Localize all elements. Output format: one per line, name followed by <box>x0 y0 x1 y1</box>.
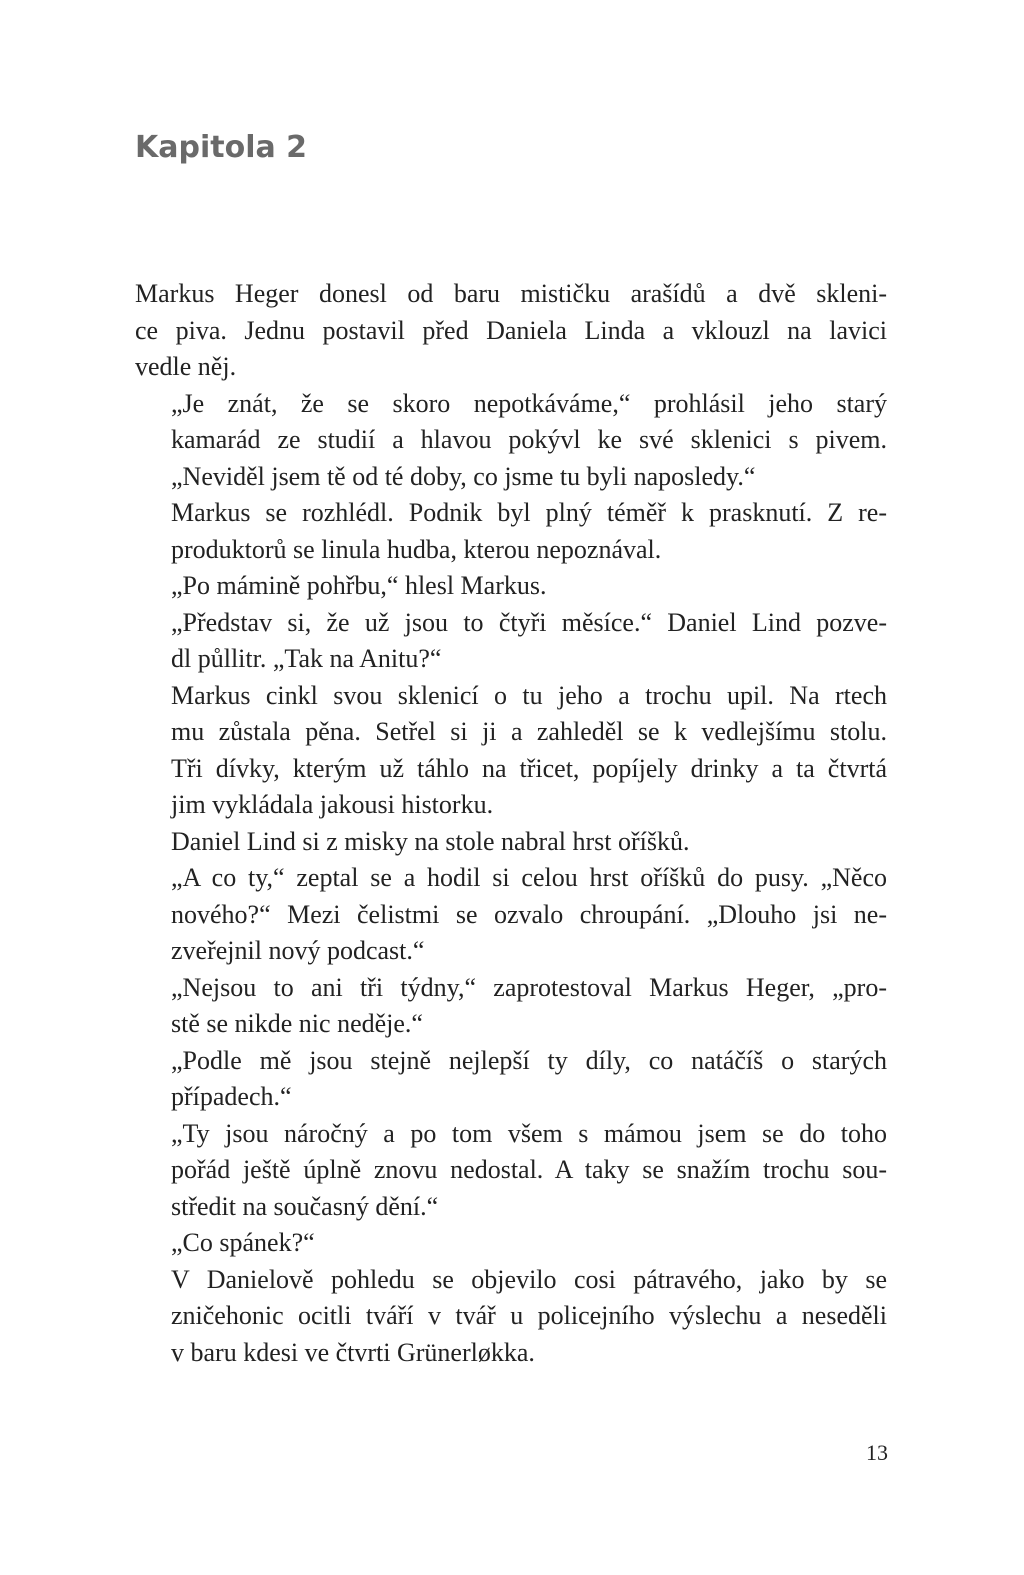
text-line: Markus Heger donesl od baru mističku arašídů a dvě skleni- <box>135 279 887 308</box>
text-line: Markus se rozhlédl. Podnik byl plný téměř k prasknutí. Z re- <box>171 498 887 527</box>
text-line: „Je znát, že se skoro nepotkáváme,“ prohlásil jeho starý <box>171 388 887 418</box>
text-line: stě se nikde nic neděje.“ <box>171 1009 423 1038</box>
text-line: pořád ještě úplně znovu nedostal. A taky se snažím trochu sou- <box>171 1155 887 1184</box>
paragraph <box>135 824 887 861</box>
text-line: jim vykládala jakousi historku. <box>171 790 494 819</box>
text-line: mu zůstala pěna. Setřel si ji a zahleděl se k vedlejšímu stolu. <box>171 717 887 746</box>
paragraph <box>135 568 887 605</box>
paragraph <box>135 1225 887 1262</box>
text-line: „Podle mě jsou stejně nejlepší ty díly, co natáčíš o starých <box>171 1045 887 1075</box>
text-line: „Nejsou to ani tři týdny,“ zaprotestoval Markus Heger, „pro- <box>171 972 887 1002</box>
text-line: V Danielově pohledu se objevilo cosi pátravého, jako by se <box>171 1264 887 1294</box>
text-line: zveřejnil nový podcast.“ <box>171 936 425 965</box>
text-line: „Co spánek?“ <box>171 1228 315 1257</box>
paragraph <box>135 678 887 824</box>
paragraph <box>135 1043 887 1116</box>
text-line: případech.“ <box>171 1082 292 1111</box>
text-line: Daniel Lind si z misky na stole nabral hrst oříšků. <box>171 826 690 856</box>
text-line: Markus cinkl svou sklenicí o tu jeho a trochu upil. Na rtech <box>171 680 887 710</box>
paragraph <box>135 860 887 970</box>
text-line: Tři dívky, kterým už táhlo na třicet, popíjely drinky a ta čtvrtá <box>171 753 887 783</box>
paragraph <box>135 605 887 678</box>
paragraph <box>135 970 887 1043</box>
paragraph <box>135 1262 887 1372</box>
page-number: 13 <box>866 1440 888 1465</box>
text-line: „Ty jsou náročný a po tom všem s mámou jsem se do toho <box>171 1118 887 1148</box>
text-line: vedle něj. <box>135 352 237 381</box>
text-line: kamarád ze studií a hlavou pokývl ke své sklenici s pivem. <box>171 425 887 454</box>
text-line: ce piva. Jednu postavil před Daniela Linda a vklouzl na lavici <box>135 315 887 345</box>
text-line: nového?“ Mezi čelistmi se ozvalo chroupání. „Dlouho jsi ne- <box>171 899 887 929</box>
paragraph <box>135 276 887 386</box>
text-line: produktorů se linula hudba, kterou nepoznával. <box>171 534 662 564</box>
paragraph <box>135 1116 887 1226</box>
text-line: dl půllitr. „Tak na Anitu?“ <box>171 644 442 673</box>
text-line: středit na současný dění.“ <box>171 1191 439 1221</box>
chapter-title: Kapitola 2 <box>135 130 308 165</box>
paragraph <box>135 495 887 568</box>
body-text <box>135 276 887 1371</box>
text-line: zničehonic ocitli tváří v tvář u policejního výslechu a neseděli <box>171 1301 887 1330</box>
text-line: „Neviděl jsem tě od té doby, co jsme tu byli naposledy.“ <box>171 461 756 491</box>
text-line: „A co ty,“ zeptal se a hodil si celou hrst oříšků do pusy. „Něco <box>171 863 887 892</box>
text-line: „Po mámině pohřbu,“ hlesl Markus. <box>171 571 547 600</box>
text-line: „Představ si, že už jsou to čtyři měsíce.“ Daniel Lind pozve- <box>171 607 887 637</box>
text-line: v baru kdesi ve čtvrti Grünerløkka. <box>171 1337 535 1367</box>
paragraph <box>135 386 887 496</box>
